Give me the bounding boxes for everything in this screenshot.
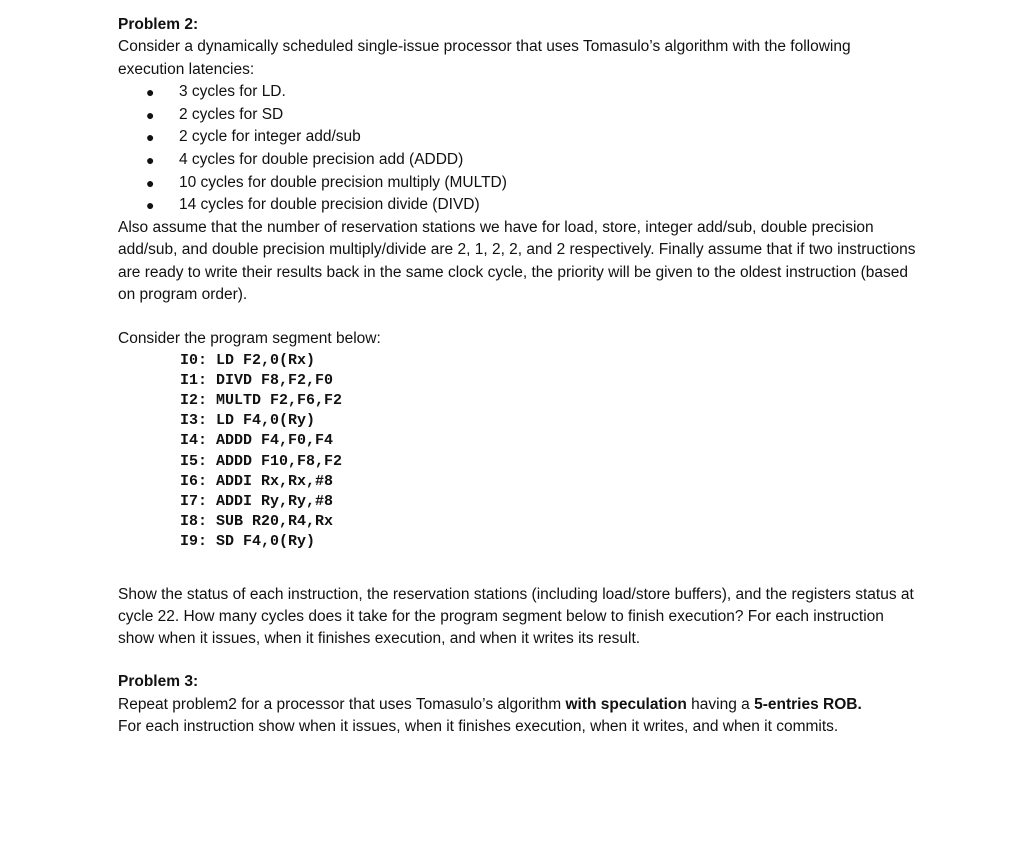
code-line: I3: LD F4,0(Ry) [180,412,316,430]
problem2-assumptions: Also assume that the number of reservation stations we have for load, store, integer add/sub, double precision add/sub, and double precision multiply/divide are 2, 1, 2, 2, and 2 respectively. Finally assume that if two instructions are ready to write their results back in the same clock cycle, the priority will be given to the oldest instruction (based on program order). [118,219,916,303]
problem2-question: Show the status of each instruction, the reservation stations (including load/store buffers), and the registers status at cycle 22. How many cycles does it take for the program segment below to finish execution? For each instruction show when it issues, when it finishes execution, and when it writes its result. [118,585,914,648]
bullet-icon: ● [146,197,155,214]
list-item: ● 14 cycles for double precision divide (DIVD) [118,194,918,217]
code-line: I5: ADDD F10,F8,F2 [180,452,343,470]
bullet-icon: ● [146,174,155,191]
bullet-icon: ● [146,106,155,123]
list-item: ● 3 cycles for LD. [118,81,918,104]
list-item: ● 10 cycles for double precision multiply (MULTD) [118,172,918,195]
problem2-heading: Problem 2: [118,16,199,33]
problem3-text: Repeat problem2 for a processor that uses Tomasulo’s algorithm with speculation having a 5-entries ROB. For each instruction show when it issues, when it finishes execution, when it writes, and when it commits. [118,695,862,736]
problem3-heading: Problem 3: [118,673,199,691]
program-listing [180,351,918,553]
code-line: I2: MULTD F2,F6,F2 [180,391,343,409]
code-line: I8: SUB R20,R4,Rx [180,513,334,531]
code-line: I0: LD F2,0(Rx) [180,351,316,369]
program-intro: Consider the program segment below: [118,330,381,348]
bullet-icon: ● [146,129,155,146]
code-line: I1: DIVD F8,F2,F0 [180,371,334,389]
code-line: I6: ADDI Rx,Rx,#8 [180,472,334,490]
problem2-intro: Consider a dynamically scheduled single-issue processor that uses Tomasulo’s algorithm with the following execution latencies: [118,38,851,78]
list-item: ● 2 cycles for SD [118,104,918,127]
list-item: ● 2 cycle for integer add/sub [118,126,918,149]
code-line: I9: SD F4,0(Ry) [180,533,316,551]
bullet-icon: ● [146,83,155,100]
list-item: ● 4 cycles for double precision add (ADDD) [118,149,918,172]
latency-list [118,81,918,217]
document-page [118,14,918,738]
code-line: I7: ADDI Ry,Ry,#8 [180,492,334,510]
bullet-icon: ● [146,151,155,168]
code-line: I4: ADDD F4,F0,F4 [180,432,334,450]
